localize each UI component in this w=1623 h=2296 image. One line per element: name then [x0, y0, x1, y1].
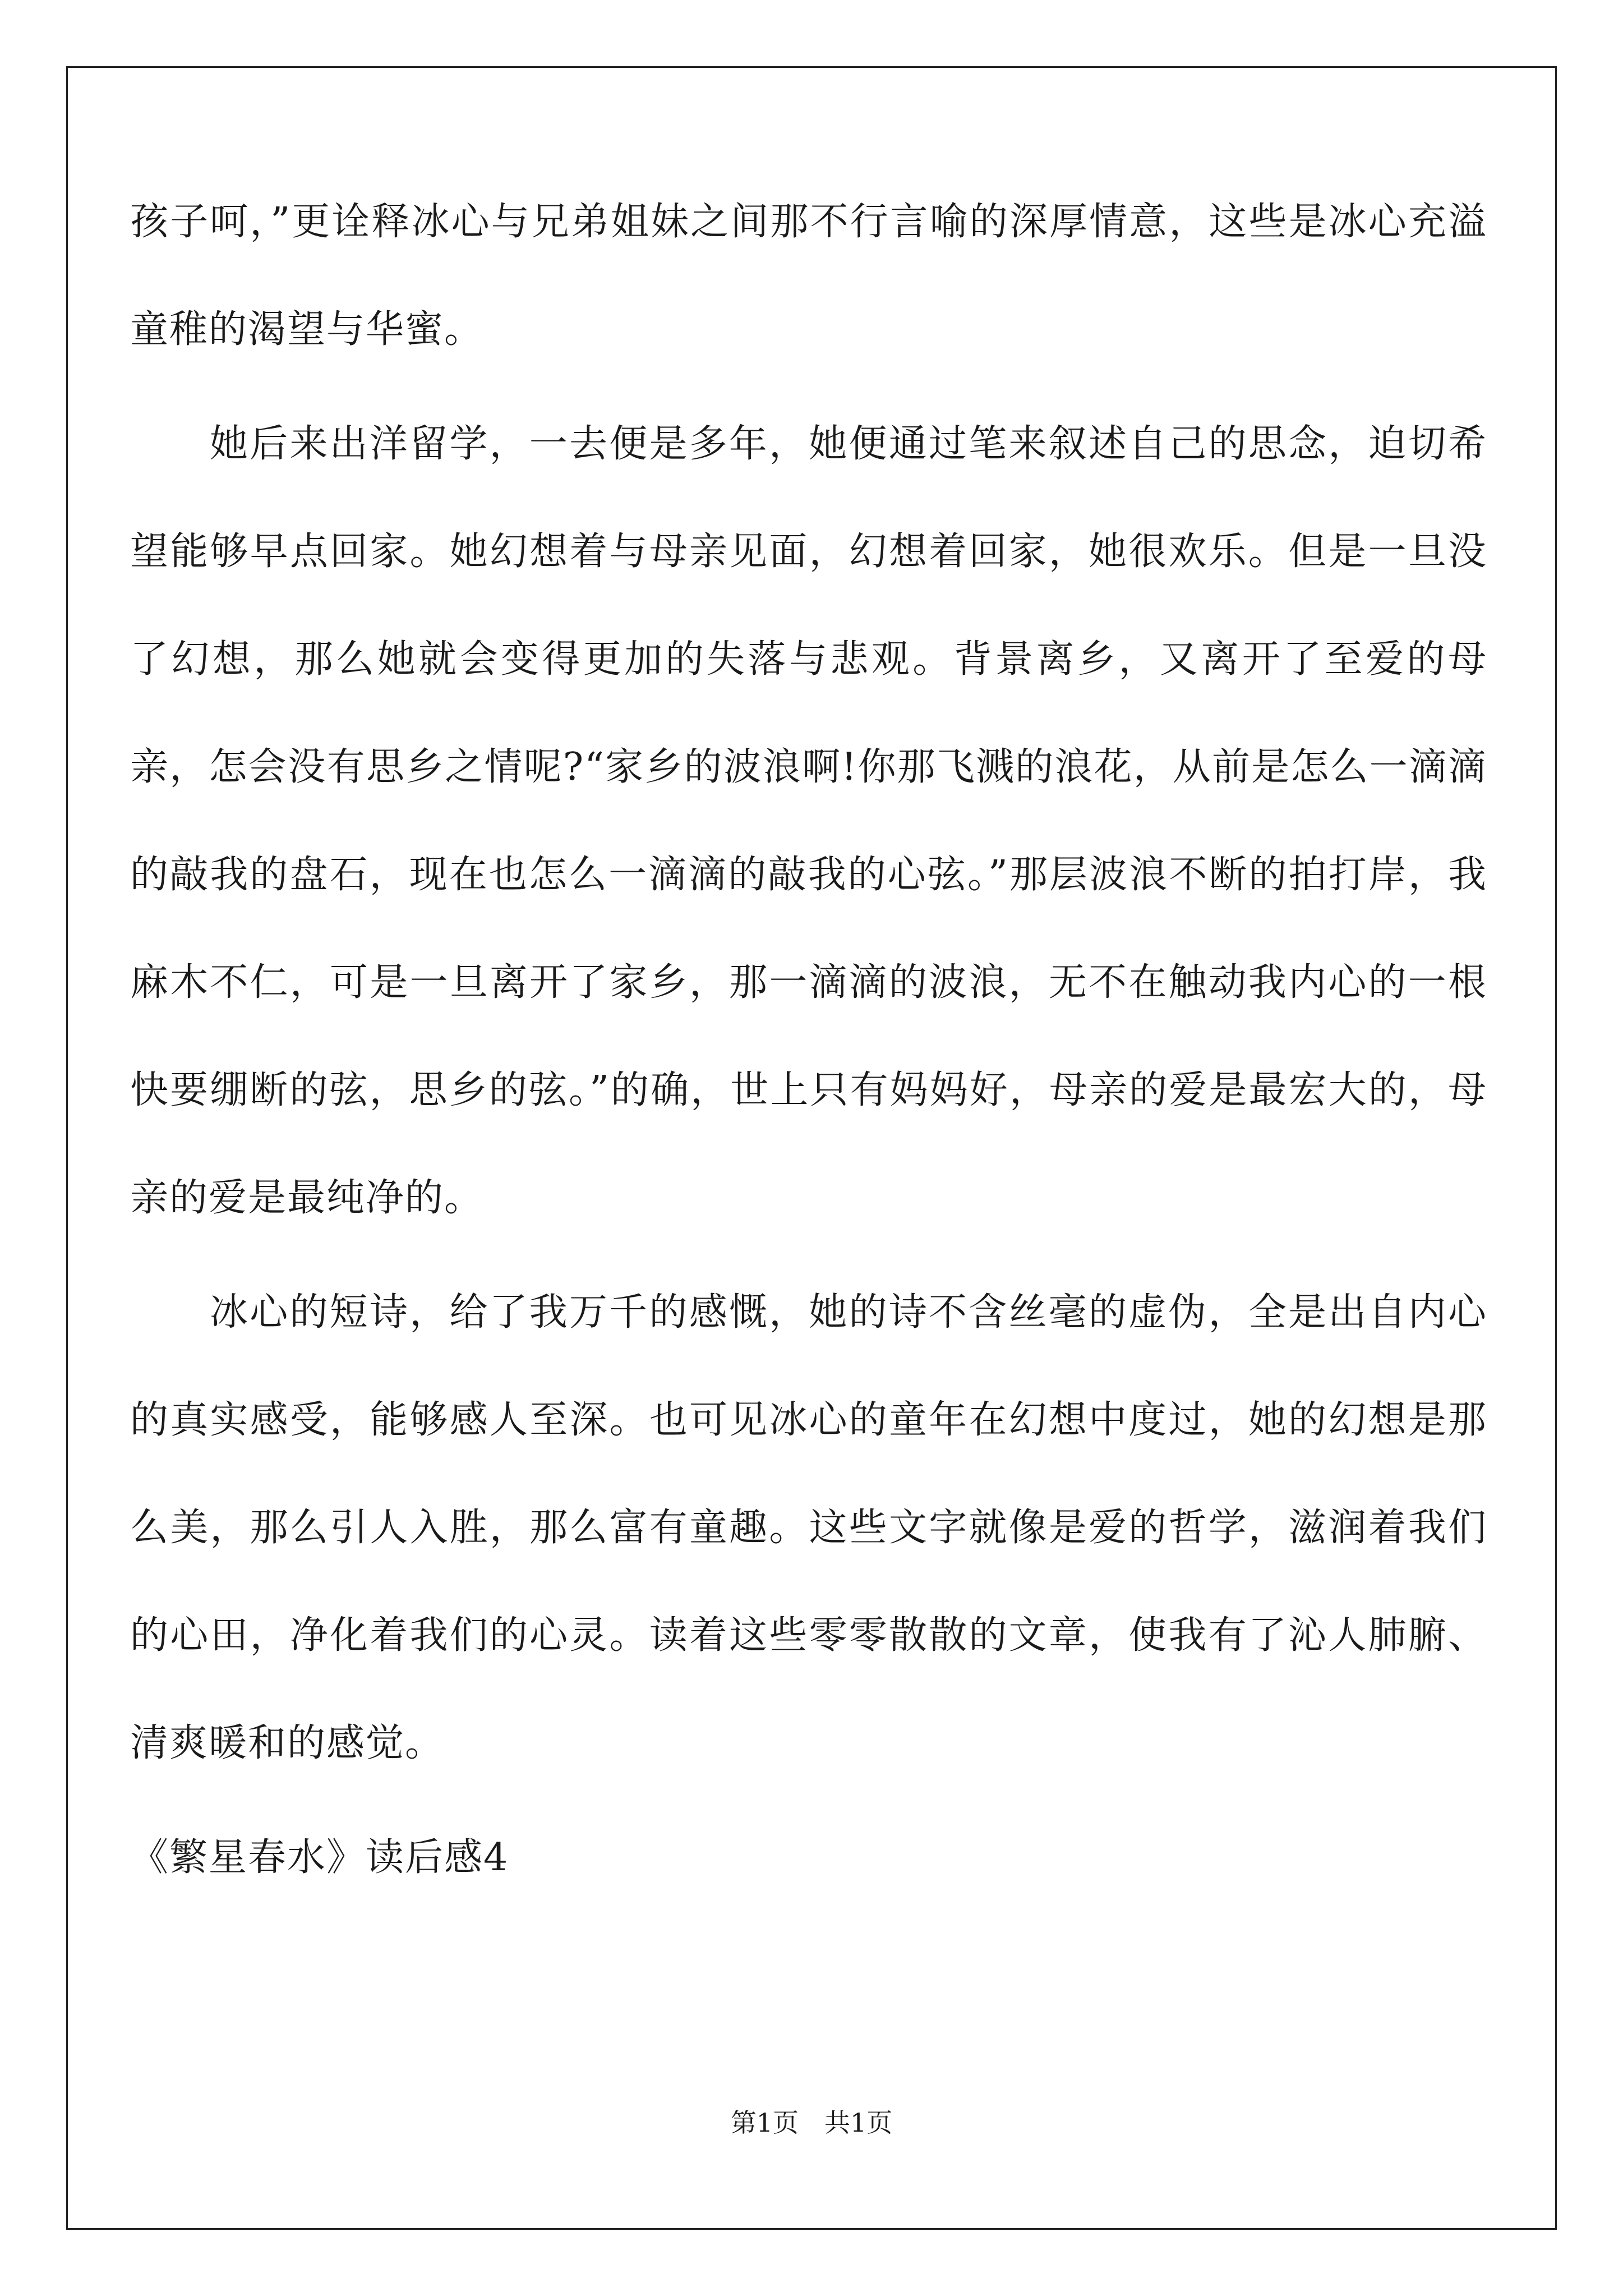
document-body	[130, 168, 1487, 1912]
paragraph-3: 冰心的短诗，给了我万千的感慨，她的诗不含丝毫的虚伪，全是出自内心的真实感受，能够感人至深。也可见冰心的童年在幻想中度过，她的幻想是那么美，那么引人入胜，那么富有童趣。这些文字就像是爱的哲学，滋润着我们的心田，净化着我们的心灵。读着这些零零散散的文章，使我有了沁人肺腑、清爽暖和的感觉。	[130, 1290, 1487, 1765]
page-number-footer: 第1页 共1页	[730, 2108, 893, 2138]
paragraph-2: 她后来出洋留学，一去便是多年，她便通过笔来叙述自己的思念，迫切希望能够早点回家。她幻想着与母亲见面，幻想着回家，她很欢乐。但是一旦没了幻想，那么她就会变得更加的失落与悲观。背景离乡，又离开了至爱的母亲，怎会没有思乡之情呢?“家乡的波浪啊!你那飞溅的浪花，从前是怎么一滴滴的敲我的盘石，现在也怎么一滴滴的敲我的心弦。”那层波浪不断的拍打岸，我麻木不仁，可是一旦离开了家乡，那一滴滴的波浪，无不在触动我内心的一根快要绷断的弦，思乡的弦。”的确，世上只有妈妈好，母亲的爱是最宏大的，母亲的爱是最纯净的。	[130, 422, 1487, 1220]
section-heading: 《繁星春水》读后感4	[130, 1835, 509, 1880]
paragraph-1: 孩子呵，”更诠释冰心与兄弟姐妹之间那不行言喻的深厚情意，这些是冰心充溢童稚的渴望与华蜜。	[130, 200, 1487, 352]
